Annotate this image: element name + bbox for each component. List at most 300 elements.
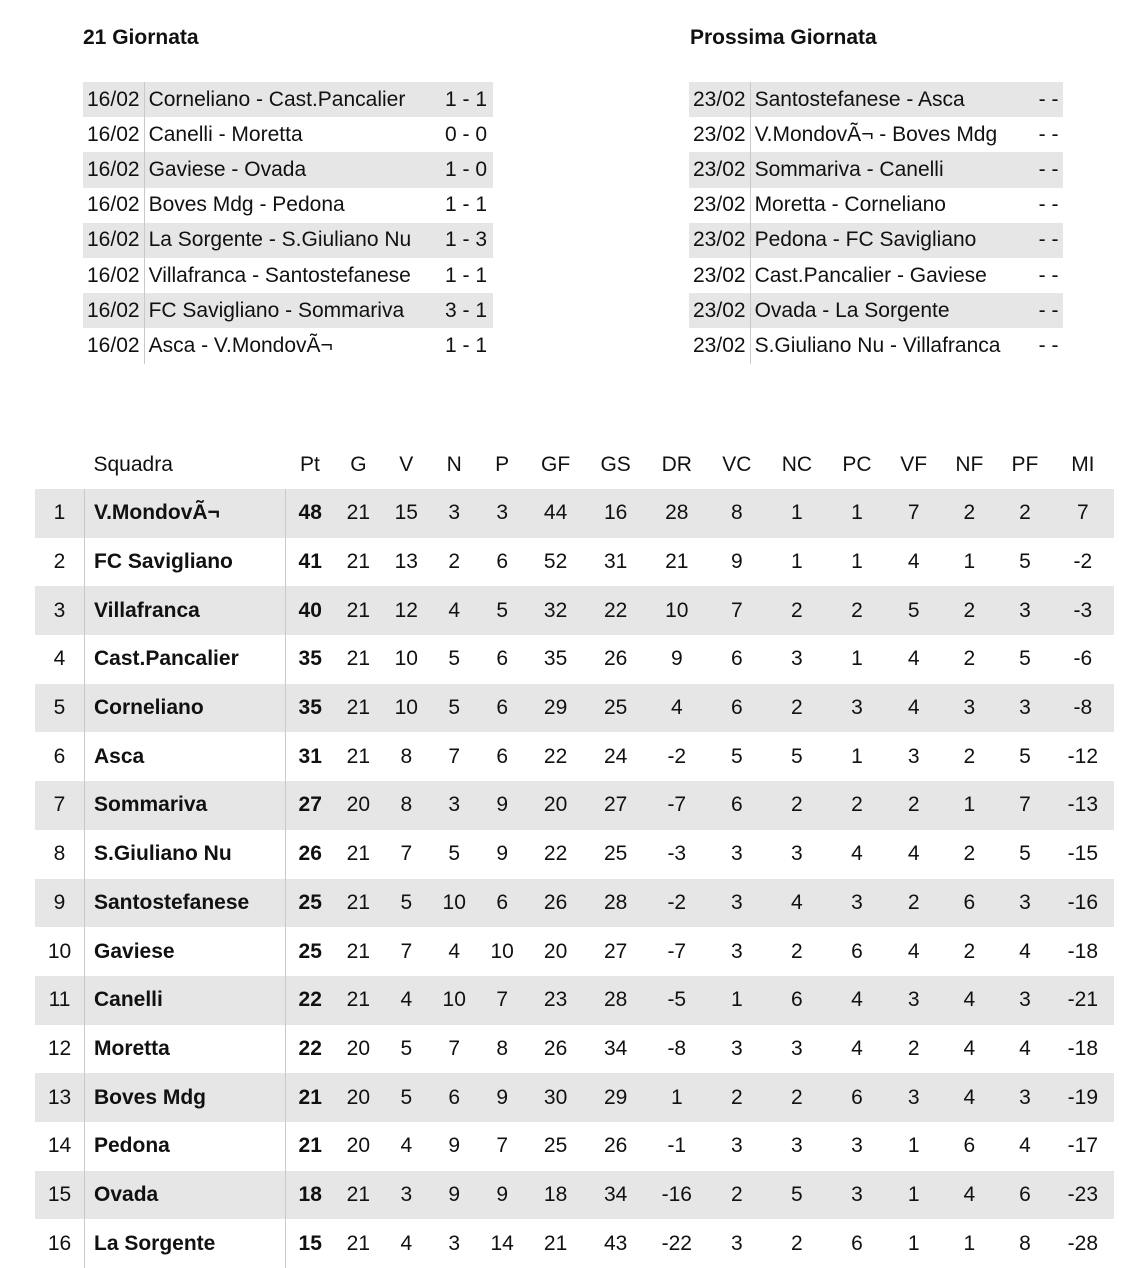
cell-away-lost: 5 [1019,550,1031,574]
result-row [83,82,493,117]
cell-home-drawn: 3 [791,1036,803,1060]
cell-home-won: 1 [707,976,766,1025]
header-lost: P [495,452,510,476]
fixture-row [689,117,1063,152]
cell-home-lost: 4 [851,842,863,866]
match-score: - - [1035,82,1063,117]
fixture-row [689,82,1063,117]
cell-goals-for: 29 [526,684,585,733]
cell-drawn: 10 [430,879,478,928]
cell-points: 25 [286,879,335,928]
cell-away-lost: 7 [998,781,1053,830]
cell-goals-against: 26 [603,647,628,671]
current-round-title: 21 Giornata [83,26,199,49]
cell-away-won: 1 [907,1231,920,1255]
cell-goals-for: 22 [543,744,568,768]
match-teams: Corneliano - Cast.Pancalier [144,82,440,117]
standings-header-row [35,440,1114,489]
cell-home-lost: 2 [827,586,886,635]
match-teams: Asca - V.MondovÃ¬ [148,333,333,357]
cell-drawn: 5 [430,684,478,733]
cell-played: 21 [346,550,371,574]
league-standings-table [35,440,1114,1268]
match-date: 23/02 [689,82,750,117]
match-date: 16/02 [83,328,144,363]
match-teams: Pedona - FC Savigliano [750,223,1035,258]
match-score: 3 - 1 [440,293,493,328]
match-teams: FC Savigliano - Sommariva [144,293,440,328]
cell-home-lost: 4 [851,1036,863,1060]
match-score: 1 - 3 [440,223,493,258]
cell-points: 26 [286,830,335,879]
result-row [83,328,493,363]
cell-rank: 11 [35,976,85,1025]
cell-goals-against: 43 [603,1231,628,1255]
cell-away-lost: 3 [998,1073,1053,1122]
cell-mi: -6 [1073,647,1093,671]
cell-drawn: 7 [448,1036,461,1060]
cell-away-drawn: 3 [941,684,998,733]
cell-played: 20 [334,781,382,830]
cell-won: 12 [382,586,430,635]
cell-drawn: 10 [430,976,478,1025]
table-row [35,635,1114,684]
cell-home-drawn: 2 [766,684,827,733]
cell-home-drawn: 3 [791,647,803,671]
cell-rank: 7 [35,781,85,830]
cell-mi: -16 [1052,879,1113,928]
cell-away-won: 3 [907,744,920,768]
cell-points: 31 [286,732,335,781]
cell-away-drawn: 4 [941,1171,998,1220]
cell-goals-against: 34 [603,1036,628,1060]
cell-away-lost: 4 [1019,1134,1031,1158]
cell-played: 21 [334,879,382,928]
cell-goal-difference: -2 [646,879,707,928]
match-teams: Cast.Pancalier - Gaviese [754,263,987,287]
table-row [35,684,1114,733]
fixture-row [689,188,1063,223]
match-date: 16/02 [83,293,144,328]
cell-drawn: 5 [448,647,461,671]
cell-team: Gaviese [85,927,286,976]
cell-rank: 16 [47,1231,72,1255]
match-teams: Boves Mdg - Pedona [148,193,345,217]
header-team: Squadra [93,452,173,476]
cell-home-won: 7 [707,586,766,635]
result-row [83,258,493,293]
cell-points: 41 [286,538,335,587]
cell-mi: -3 [1052,586,1113,635]
cell-away-lost: 5 [1019,842,1031,866]
match-teams: La Sorgente - S.Giuliano Nu [144,223,440,258]
cell-lost: 3 [478,489,526,538]
cell-away-won: 1 [886,1171,941,1220]
cell-away-lost: 3 [998,879,1053,928]
cell-played: 21 [334,976,382,1025]
cell-rank: 9 [35,879,85,928]
fixture-row [689,258,1063,293]
cell-away-lost: 6 [998,1171,1053,1220]
match-score: - - [1038,193,1059,217]
match-teams: Ovada - La Sorgente [750,293,1035,328]
cell-drawn: 6 [430,1073,478,1122]
match-score: 1 - 1 [445,333,488,357]
cell-home-drawn: 1 [791,550,803,574]
cell-played: 21 [346,647,371,671]
cell-team: Asca [85,732,286,781]
cell-away-lost: 4 [1019,939,1031,963]
cell-goals-for: 21 [543,1231,568,1255]
cell-lost: 9 [478,781,526,830]
match-teams: Sommariva - Canelli [750,152,1035,187]
result-row [83,188,493,223]
cell-drawn: 9 [448,1134,461,1158]
cell-played: 21 [334,1171,382,1220]
cell-home-lost: 6 [827,1073,886,1122]
header-away-lost: PF [1011,452,1039,476]
cell-home-lost: 2 [827,781,886,830]
cell-points: 27 [286,781,335,830]
cell-home-won: 3 [707,879,766,928]
cell-lost: 7 [496,1134,509,1158]
cell-away-won: 4 [907,842,920,866]
cell-home-lost: 1 [851,647,863,671]
cell-rank: 14 [47,1134,72,1158]
cell-home-won: 3 [731,1036,743,1060]
cell-lost: 9 [478,1073,526,1122]
cell-won: 10 [382,684,430,733]
cell-home-won: 5 [731,744,743,768]
cell-goal-difference: 10 [646,586,707,635]
cell-lost: 6 [496,744,509,768]
cell-away-won: 4 [886,684,941,733]
cell-played: 21 [346,1231,371,1255]
cell-away-drawn: 2 [941,586,998,635]
cell-home-lost: 1 [827,489,886,538]
header-home-won: VC [722,452,752,476]
cell-goals-against: 31 [603,550,628,574]
cell-goals-against: 25 [603,842,628,866]
cell-drawn: 3 [448,1231,461,1255]
cell-points: 48 [286,489,335,538]
table-row [35,830,1114,879]
cell-away-lost: 3 [998,586,1053,635]
cell-home-lost: 6 [851,939,863,963]
cell-goals-against: 28 [585,879,646,928]
cell-home-won: 3 [731,1134,743,1158]
match-score: - - [1035,293,1063,328]
cell-played: 20 [346,1134,371,1158]
cell-home-lost: 4 [827,976,886,1025]
cell-goal-difference: 4 [646,684,707,733]
header-won: V [399,452,414,476]
cell-goal-difference: -16 [646,1171,707,1220]
cell-home-drawn: 3 [791,842,803,866]
table-row [35,976,1114,1025]
header-rank [35,440,85,489]
cell-away-won: 4 [907,647,920,671]
cell-lost: 6 [478,879,526,928]
cell-team: La Sorgente [85,1219,286,1268]
cell-away-drawn: 1 [963,1231,976,1255]
cell-played: 21 [346,939,371,963]
cell-goals-against: 29 [585,1073,646,1122]
cell-away-drawn: 2 [963,647,976,671]
next-round-title: Prossima Giornata [690,26,877,49]
cell-away-won: 3 [886,1073,941,1122]
fixture-row [689,328,1063,363]
cell-goals-against: 27 [603,939,628,963]
table-row [35,1122,1114,1171]
cell-away-won: 5 [886,586,941,635]
cell-team: Pedona [85,1122,286,1171]
cell-away-drawn: 4 [941,976,998,1025]
cell-won: 10 [394,647,418,671]
cell-goals-for: 30 [526,1073,585,1122]
cell-team: Sommariva [85,781,286,830]
cell-goal-difference: -1 [667,1134,687,1158]
match-teams: V.MondovÃ¬ - Boves Mdg [754,122,998,146]
cell-team: Boves Mdg [85,1073,286,1122]
match-date: 23/02 [689,293,750,328]
cell-rank: 6 [53,744,66,768]
cell-home-lost: 3 [851,1134,863,1158]
table-row [35,1171,1114,1220]
cell-team: V.MondovÃ¬ [85,489,286,538]
cell-away-won: 2 [886,781,941,830]
cell-goals-for: 23 [526,976,585,1025]
cell-home-won: 2 [707,1073,766,1122]
match-score: - - [1035,223,1063,258]
cell-mi: -19 [1052,1073,1113,1122]
cell-mi: -23 [1052,1171,1113,1220]
cell-won: 5 [382,1073,430,1122]
cell-mi: 7 [1052,489,1113,538]
cell-mi: -12 [1067,744,1099,768]
match-score: - - [1035,152,1063,187]
table-row [35,879,1114,928]
match-teams: Santostefanese - Asca [750,82,1035,117]
cell-mi: -21 [1052,976,1113,1025]
match-teams: Gaviese - Ovada [144,152,440,187]
cell-played: 21 [334,684,382,733]
cell-drawn: 2 [448,550,461,574]
cell-drawn: 4 [448,939,461,963]
cell-goal-difference: -8 [667,1036,687,1060]
table-row [35,538,1114,587]
table-row [35,1073,1114,1122]
table-row [35,1025,1114,1074]
cell-won: 7 [400,939,413,963]
cell-lost: 8 [496,1036,509,1060]
cell-mi: -8 [1052,684,1113,733]
cell-played: 21 [334,489,382,538]
cell-drawn: 7 [448,744,461,768]
cell-away-lost: 5 [1019,744,1031,768]
header-mi: MI [1071,452,1095,476]
cell-mi: -18 [1067,939,1099,963]
cell-won: 8 [400,744,413,768]
cell-points: 40 [286,586,335,635]
cell-goal-difference: -22 [661,1231,692,1255]
cell-away-won: 4 [907,939,920,963]
cell-home-won: 8 [707,489,766,538]
cell-goals-against: 27 [585,781,646,830]
cell-goals-against: 34 [585,1171,646,1220]
cell-points: 18 [286,1171,335,1220]
header-drawn: N [446,452,462,476]
cell-home-drawn: 2 [791,939,803,963]
match-date: 23/02 [689,188,750,223]
cell-goals-for: 18 [526,1171,585,1220]
cell-away-drawn: 2 [963,842,976,866]
cell-away-won: 2 [886,879,941,928]
cell-away-drawn: 2 [941,489,998,538]
cell-drawn: 4 [430,586,478,635]
header-goal-difference: DR [661,452,692,476]
match-score: 0 - 0 [445,122,488,146]
cell-home-drawn: 2 [766,586,827,635]
cell-home-won: 6 [731,647,743,671]
cell-rank: 8 [53,842,66,866]
cell-home-drawn: 4 [766,879,827,928]
cell-team: Cast.Pancalier [85,635,286,684]
cell-points: 21 [286,1073,335,1122]
cell-home-won: 3 [731,939,743,963]
cell-away-drawn: 2 [963,939,976,963]
cell-lost: 9 [478,1171,526,1220]
cell-lost: 10 [490,939,514,963]
cell-goals-for: 20 [543,939,568,963]
cell-lost: 6 [496,647,509,671]
cell-home-lost: 1 [851,744,863,768]
cell-goals-for: 25 [543,1134,568,1158]
fixture-row [689,152,1063,187]
match-date: 16/02 [83,82,144,117]
cell-lost: 6 [478,684,526,733]
match-date: 23/02 [689,223,750,258]
cell-goals-for: 22 [543,842,568,866]
header-away-won: VF [900,452,928,476]
cell-goals-for: 20 [526,781,585,830]
next-round-fixtures-table [689,82,1063,364]
cell-home-drawn: 1 [766,489,827,538]
cell-goal-difference: 1 [646,1073,707,1122]
cell-away-drawn: 6 [963,1134,976,1158]
cell-goal-difference: -3 [667,842,687,866]
cell-away-won: 1 [907,1134,920,1158]
cell-team: Santostefanese [85,879,286,928]
cell-home-lost: 3 [827,1171,886,1220]
result-row [83,117,493,152]
cell-points: 21 [286,1122,335,1171]
cell-won: 8 [382,781,430,830]
match-date: 16/02 [83,152,144,187]
cell-drawn: 9 [430,1171,478,1220]
cell-won: 5 [400,1036,413,1060]
cell-goals-against: 22 [585,586,646,635]
cell-goals-for: 26 [543,1036,568,1060]
cell-goal-difference: 9 [670,647,683,671]
cell-played: 21 [334,586,382,635]
match-teams: Villafranca - Santostefanese [148,263,411,287]
match-teams: Canelli - Moretta [148,122,303,146]
table-row [35,927,1114,976]
header-away-drawn: NF [955,452,984,476]
cell-mi: -17 [1067,1134,1099,1158]
cell-rank: 3 [35,586,85,635]
cell-goal-difference: -7 [646,781,707,830]
cell-rank: 5 [35,684,85,733]
cell-home-lost: 1 [851,550,863,574]
cell-goals-for: 32 [526,586,585,635]
cell-drawn: 5 [448,842,461,866]
cell-rank: 4 [53,647,66,671]
cell-points: 35 [286,684,335,733]
cell-away-drawn: 4 [963,1036,976,1060]
match-date: 23/02 [689,328,750,363]
match-date: 23/02 [689,258,750,293]
cell-home-drawn: 5 [791,744,803,768]
cell-home-lost: 6 [851,1231,863,1255]
match-date: 16/02 [83,188,144,223]
cell-played: 21 [346,842,371,866]
cell-team: Canelli [85,976,286,1025]
match-teams: Moretta - Corneliano [754,193,946,217]
cell-rank: 12 [47,1036,72,1060]
match-date: 23/02 [689,117,750,152]
cell-away-lost: 4 [1019,1036,1031,1060]
match-score: 1 - 1 [445,193,488,217]
cell-mi: -18 [1067,1036,1099,1060]
cell-goals-for: 26 [526,879,585,928]
cell-won: 4 [400,1134,413,1158]
cell-goals-for: 52 [543,550,568,574]
cell-lost: 5 [478,586,526,635]
cell-away-won: 3 [886,976,941,1025]
cell-points: 22 [286,1025,335,1074]
cell-home-won: 2 [707,1171,766,1220]
table-row [35,732,1114,781]
cell-away-lost: 3 [998,976,1053,1025]
cell-rank: 13 [35,1073,85,1122]
cell-played: 20 [334,1073,382,1122]
match-score: - - [1038,263,1059,287]
result-row [83,223,493,258]
cell-goals-against: 28 [585,976,646,1025]
match-date: 16/02 [83,223,144,258]
cell-won: 3 [382,1171,430,1220]
cell-lost: 6 [496,550,509,574]
cell-rank: 15 [35,1171,85,1220]
cell-away-lost: 2 [998,489,1053,538]
cell-away-drawn: 4 [941,1073,998,1122]
cell-away-drawn: 1 [941,781,998,830]
cell-won: 7 [400,842,413,866]
cell-away-won: 2 [907,1036,920,1060]
result-row [83,293,493,328]
cell-mi: -28 [1067,1231,1099,1255]
match-score: 1 - 1 [445,263,488,287]
cell-mi: -2 [1073,550,1093,574]
cell-home-drawn: 3 [791,1134,803,1158]
cell-goal-difference: -2 [667,744,687,768]
match-score: - - [1038,122,1059,146]
cell-drawn: 3 [430,489,478,538]
cell-away-drawn: 1 [963,550,976,574]
current-round-results-table [83,82,493,364]
